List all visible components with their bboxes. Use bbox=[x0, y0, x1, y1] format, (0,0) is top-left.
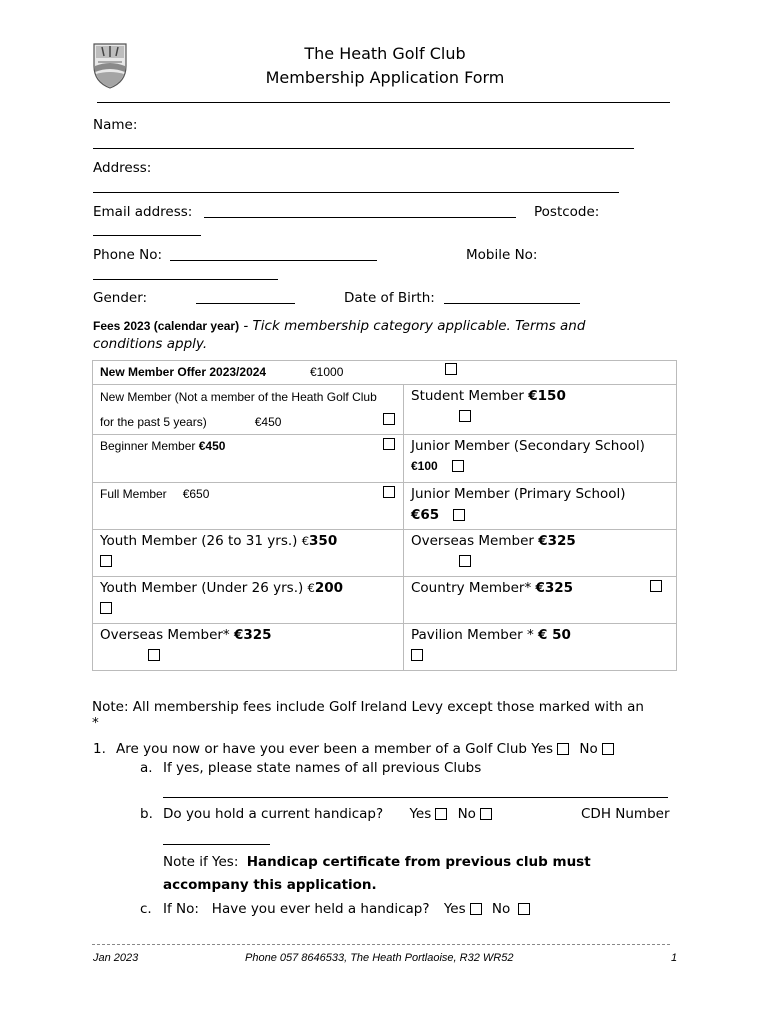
student-price: €150 bbox=[528, 388, 566, 404]
address-label: Address: bbox=[93, 160, 152, 176]
cdh-number-field[interactable] bbox=[163, 832, 270, 845]
student-checkbox[interactable] bbox=[459, 410, 471, 422]
beginner-price: €450 bbox=[198, 439, 226, 453]
beginner-cell bbox=[93, 435, 404, 483]
youth-u26-euro: € bbox=[307, 581, 315, 595]
overseas-a-label: Overseas Member bbox=[411, 533, 539, 549]
handicap-note-bold-2: accompany this application. bbox=[163, 877, 377, 893]
student-label: Student Member bbox=[411, 388, 529, 404]
youth-u26-cell bbox=[93, 577, 404, 624]
question-1-text: Are you now or have you ever been a member of a Golf Club Yes bbox=[116, 741, 554, 757]
footer-divider bbox=[92, 944, 670, 945]
name-label: Name: bbox=[93, 117, 138, 133]
dob-label: Date of Birth: bbox=[344, 290, 435, 306]
handicap-note-2 bbox=[163, 877, 377, 893]
pavilion-label: Pavilion Member * bbox=[411, 627, 539, 643]
youth-26-31-price: 350 bbox=[309, 533, 338, 549]
youth-u26-checkbox[interactable] bbox=[100, 602, 112, 614]
country-cell bbox=[404, 577, 677, 624]
dob-field[interactable] bbox=[444, 290, 580, 304]
name-field[interactable] bbox=[93, 136, 634, 149]
pavilion-cell bbox=[404, 624, 677, 671]
question-1-number: 1. bbox=[93, 741, 106, 757]
overseas-a-checkbox[interactable] bbox=[459, 555, 471, 567]
junior-secondary-price: €100 bbox=[411, 459, 438, 473]
full-member-checkbox[interactable] bbox=[383, 486, 395, 498]
footer-page-number: 1 bbox=[671, 952, 678, 964]
c-no-checkbox[interactable] bbox=[518, 903, 530, 915]
junior-primary-checkbox[interactable] bbox=[453, 509, 465, 521]
offer-price: €1000 bbox=[310, 365, 344, 379]
offer-row bbox=[93, 361, 677, 385]
pavilion-checkbox[interactable] bbox=[411, 649, 423, 661]
c-no-label: No bbox=[491, 901, 511, 917]
handicap-note bbox=[163, 854, 591, 870]
fees-intro bbox=[93, 317, 633, 353]
junior-secondary-label: Junior Member (Secondary School) bbox=[411, 438, 645, 454]
question-b-label: b. bbox=[140, 806, 153, 822]
b-yes-checkbox[interactable] bbox=[435, 808, 447, 820]
full-member-price: €650 bbox=[182, 487, 210, 501]
question-c bbox=[163, 901, 530, 917]
country-label: Country Member* bbox=[411, 580, 536, 596]
youth-26-31-label: Youth Member (26 to 31 yrs.) bbox=[100, 533, 302, 549]
email-label: Email address: bbox=[93, 204, 193, 220]
cdh-number-label: CDH Number bbox=[581, 806, 670, 822]
b-no-label: No bbox=[457, 806, 476, 822]
full-member-label: Full Member bbox=[100, 487, 167, 501]
handicap-note-prefix: Note if Yes: bbox=[163, 854, 239, 870]
question-c-label: c. bbox=[140, 901, 152, 917]
title-divider bbox=[97, 102, 670, 103]
overseas-b-checkbox[interactable] bbox=[148, 649, 160, 661]
form-title: Membership Application Form bbox=[265, 68, 505, 87]
footer-contact: Phone 057 8646533, The Heath Portlaoise, R32 WR52 bbox=[245, 952, 514, 964]
levy-note: Note: All membership fees include Golf Ireland Levy except those marked with an bbox=[92, 699, 644, 715]
new-member-cell bbox=[93, 385, 404, 435]
beginner-label: Beginner Member bbox=[100, 439, 199, 453]
fees-table bbox=[92, 360, 677, 671]
b-no-checkbox[interactable] bbox=[480, 808, 492, 820]
question-1 bbox=[116, 741, 614, 757]
mobile-field[interactable] bbox=[93, 267, 278, 280]
youth-u26-price: 200 bbox=[314, 580, 344, 596]
overseas-a-price: €325 bbox=[538, 533, 576, 549]
mobile-label: Mobile No: bbox=[466, 247, 538, 263]
gender-label: Gender: bbox=[93, 290, 148, 306]
junior-primary-price: €65 bbox=[411, 507, 440, 523]
fees-heading: Fees 2023 (calendar year) bbox=[93, 319, 240, 333]
junior-secondary-cell bbox=[404, 435, 677, 483]
junior-primary-label: Junior Member (Primary School) bbox=[411, 486, 626, 502]
overseas-b-cell bbox=[93, 624, 404, 671]
youth-26-31-euro: € bbox=[301, 534, 310, 548]
junior-secondary-checkbox[interactable] bbox=[452, 460, 464, 472]
previous-clubs-field[interactable] bbox=[163, 785, 668, 798]
q1-no-label: No bbox=[579, 741, 598, 757]
student-cell bbox=[404, 385, 677, 435]
phone-field[interactable] bbox=[170, 247, 377, 261]
gender-field[interactable] bbox=[196, 290, 295, 304]
overseas-b-price: €325 bbox=[233, 627, 272, 643]
email-field[interactable] bbox=[204, 204, 516, 218]
c-yes-checkbox[interactable] bbox=[470, 903, 482, 915]
question-b-text: Do you hold a current handicap? bbox=[163, 806, 384, 822]
levy-note-asterisk: * bbox=[92, 715, 99, 731]
overseas-b-label: Overseas Member* bbox=[100, 627, 234, 643]
postcode-label: Postcode: bbox=[534, 204, 600, 220]
question-b bbox=[163, 806, 492, 822]
phone-label: Phone No: bbox=[93, 247, 163, 263]
question-c-text: If No: Have you ever held a handicap? bbox=[163, 901, 430, 917]
club-title: The Heath Golf Club bbox=[304, 44, 466, 63]
question-a-text: If yes, please state names of all previous Clubs bbox=[163, 760, 482, 776]
country-price: €325 bbox=[535, 580, 574, 596]
youth-u26-label: Youth Member (Under 26 yrs.) bbox=[100, 580, 308, 596]
country-checkbox[interactable] bbox=[650, 580, 662, 592]
handicap-note-bold: Handicap certificate from previous club must bbox=[246, 854, 591, 870]
new-member-price: €450 bbox=[254, 415, 282, 429]
beginner-checkbox[interactable] bbox=[383, 438, 395, 450]
offer-label: New Member Offer 2023/2024 bbox=[100, 365, 267, 379]
junior-primary-cell bbox=[404, 483, 677, 530]
q1-no-checkbox[interactable] bbox=[602, 743, 614, 755]
overseas-a-cell bbox=[404, 530, 677, 577]
postcode-field[interactable] bbox=[93, 223, 201, 236]
full-member-cell bbox=[93, 483, 404, 530]
c-yes-label: Yes bbox=[443, 901, 466, 917]
youth-26-31-checkbox[interactable] bbox=[100, 555, 112, 567]
offer-checkbox[interactable] bbox=[445, 363, 457, 375]
b-yes-label: Yes bbox=[409, 806, 432, 822]
new-member-label-2: for the past 5 years) bbox=[100, 415, 207, 429]
new-member-label: New Member (Not a member of the Heath Golf Club bbox=[100, 390, 377, 404]
question-a-label: a. bbox=[140, 760, 153, 776]
fees-instructions: - Tick membership category applicable. Terms and conditions apply. bbox=[93, 318, 586, 352]
address-field[interactable] bbox=[93, 180, 619, 193]
pavilion-price: € 50 bbox=[538, 627, 571, 643]
youth-26-31-cell bbox=[93, 530, 404, 577]
new-member-checkbox[interactable] bbox=[383, 413, 395, 425]
q1-yes-checkbox[interactable] bbox=[557, 743, 569, 755]
footer-date: Jan 2023 bbox=[93, 952, 139, 964]
